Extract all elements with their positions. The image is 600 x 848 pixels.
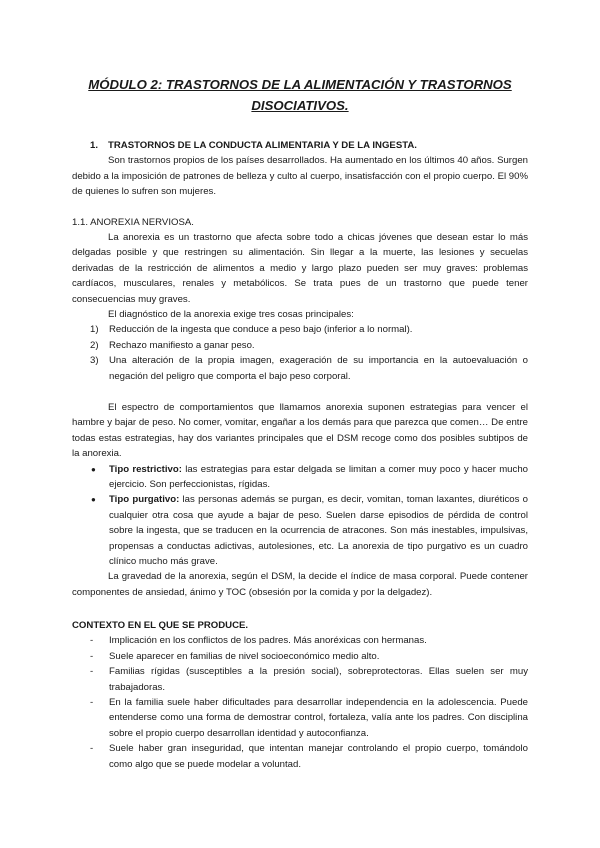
list-item: - Suele aparecer en familias de nivel socioeconómico medio alto. (90, 650, 380, 662)
section-1 (72, 138, 528, 200)
list-item: - En la familia suele haber dificultades para desarrollar independencia en la adolescencia. Puede entenderse como una forma de demostrar control, fortaleza, valía ante los padres. Con disciplina sobre el propio cuerpo desarrollan identidad y autoconfianza. (90, 697, 528, 739)
list-item: - Suele haber gran inseguridad, que intentan manejar controlando el propio cuerpo, tomándolo como algo que se puede modelar a voluntad. (90, 743, 528, 770)
section-1-1 (72, 215, 528, 230)
document-title (72, 74, 528, 116)
anorexia-subtypes (72, 400, 528, 600)
list-item: ● Tipo purgativo: las personas además se purgan, es decir, vomitan, toman laxantes, diuréticos o cualquier otra cosa que ayude a bajar de peso. Suelen darse episodios de pérdida de control sobre la ingesta, que se traducen en la ocurrencia de atracones. Son más inestables, impulsivas, propensas a conductas adictivas, autolesiones, etc. La anorexia de tipo purgativo es un cuadro clínico mucho más grave. (91, 494, 529, 568)
list-item: 2) Rechazo manifiesto a ganar peso. (90, 339, 255, 351)
diagnosis-criteria-list (72, 322, 528, 384)
section-1-heading: 1. TRASTORNOS DE LA CONDUCTA ALIMENTARIA Y DE LA INGESTA. (90, 140, 417, 151)
diagnosis-intro: El diagnóstico de la anorexia exige tres cosas principales: (108, 309, 354, 321)
list-item: - Familias rígidas (susceptibles a la presión social), sobreprotectoras. Ellas suelen ser muy trabajadoras. (90, 666, 528, 693)
list-item: 3) Una alteración de la propia imagen, exageración de su importancia en la autoevaluación o negación del peligro que comporta el bajo peso corporal. (90, 355, 528, 382)
bullet-icon: ● (91, 495, 96, 505)
section-1-1-heading: 1.1. ANOREXIA NERVIOSA. (72, 217, 194, 228)
title-line-1: MÓDULO 2: TRASTORNOS DE LA ALIMENTACIÓN Y TRASTORNOS (88, 77, 512, 92)
anorexia-intro (72, 230, 528, 384)
section-1-paragraph: Son trastornos propios de los países desarrollados. Ha aumentado en los últimos 40 años. Surgen debido a la imposición de patrones de belleza y culto al cuerpo, insatisfacción con el propio cuerpo. El 90% de quienes lo sufren son mujeres. (72, 155, 528, 198)
context-heading: CONTEXTO EN EL QUE SE PRODUCE. (72, 620, 249, 631)
anorexia-paragraph: La anorexia es un trastorno que afecta sobre todo a chicas jóvenes que desean estar lo más delgadas posible y que restringen su alimentación. Sin llegar a la muerte, las lesiones y secuelas derivadas de la restricción de alimentos a medio y largo plazo pueden ser muy graves: problemas cardíacos, musculares, renales y metabólicos. Se trata pues de un trastorno que puede tener consecuencias muy graves. (72, 232, 528, 305)
context-section (72, 618, 528, 772)
list-item: - Implicación en los conflictos de los padres. Más anoréxicas con hermanas. (90, 635, 427, 647)
list-item: ● Tipo restrictivo: las estrategias para estar delgada se limitan a comer muy poco y hacer mucho ejercicio. Son perfeccionistas, rígidas. (91, 463, 528, 491)
list-item: 1) Reducción de la ingesta que conduce a peso bajo (inferior a lo normal). (90, 324, 413, 336)
subtypes-list (72, 462, 528, 570)
strategies-paragraph: El espectro de comportamientos que llamamos anorexia suponen estrategias para vencer el hambre y bajar de peso. No comer, vomitar, engañar a los demás para que parezca que comen… De entre todas estas estrategias, hay dos variantes principales que el DSM recoge como dos posibles subtipos de la anorexia. (72, 402, 528, 460)
title-line-2: DISOCIATIVOS. (251, 98, 349, 113)
severity-paragraph: La gravedad de la anorexia, según el DSM, la decide el índice de masa corporal. Puede contener componentes de ansiedad, ánimo y TOC (obsesión por la comida y por la delgadez). (72, 571, 528, 598)
context-list (72, 633, 528, 772)
bullet-icon: ● (91, 464, 96, 474)
